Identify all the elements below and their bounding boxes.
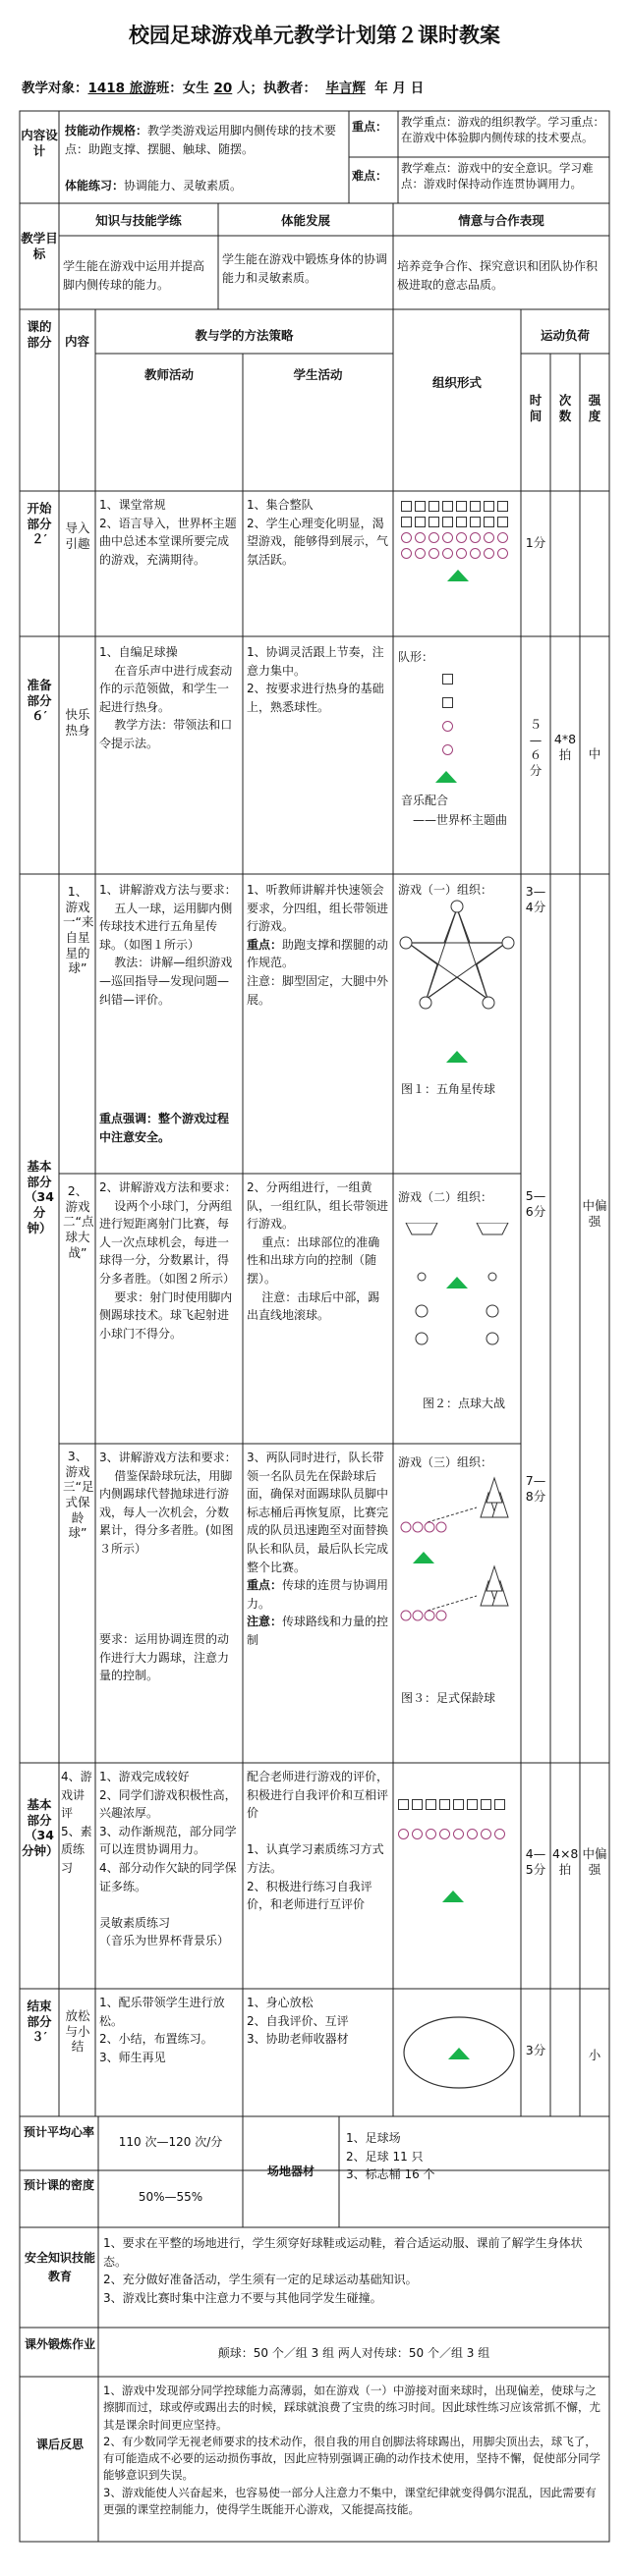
game3-student-a: 3、两队同时进行，队长带领一名队员先在保龄球后面，确保对面踢球队员脚中标志桶后再恢复原，比赛完成的队员迅速跑至对面替换队长和队员，最后队长完成整个比赛。: [247, 1451, 389, 1574]
game1-student-note: 注意：脚型固定，大腿中外展。: [247, 973, 389, 1007]
skill-text: 教学类游戏运用脚内侧传球的技术要点：助跑支撑、摆腿、触球、随摆。: [65, 124, 337, 156]
lesson-date: 年 月 日: [374, 81, 425, 96]
game3-teacher-req: 要求：运用协调连贯的动作进行大力踢球，注意力量的控制。: [99, 1632, 230, 1683]
game1-teacher: 1、讲解游戏方法与要求： 五人一球，运用脚内侧传球技术进行五角星传球。（如图１所示） 教法：讲解—组织游戏—巡回指导—发现问题—纠错—评价。: [99, 883, 237, 1007]
star-diagram: [398, 899, 516, 1016]
teacher-marker-icon: [446, 1277, 468, 1288]
header-org: 组织形式: [431, 375, 482, 390]
heart-rate-label: 预计平均心率: [24, 2125, 95, 2139]
prep-formation-label: 队形：: [398, 650, 434, 664]
game3-figure-caption: 图３：足式保龄球: [401, 1691, 496, 1705]
start-teacher: 1、课堂常规 2、语言导入，世界杯主题曲中总述本堂课所要完成的游戏，充满期待。: [99, 498, 237, 567]
start-student: 1、集合整队 2、学生心理变化明显，渴望游戏，能够得到展示，气氛活跃。: [247, 498, 389, 567]
teacher-marker-icon: [442, 1891, 464, 1902]
prep-part-label: 准备部分６′: [27, 678, 52, 724]
density-value: 50%—55%: [138, 2190, 203, 2204]
basic2-formation: [398, 1797, 518, 1842]
game2-teacher: 2、讲解游戏方法和要求： 设两个小球门，分两组进行短距离射门比赛，每人一次点球机会，每进一球得一分，分数累计，得分多者胜。（如图２所示） 要求：射门时使用脚内侧踢球技术。球飞起射进小球门不得分。: [99, 1180, 237, 1341]
game1-content: 1、游戏一“来自星星的球”: [63, 884, 94, 976]
game1-student-a: 1、听教师讲解并快速领会要求，分四组，组长带领进行游戏。: [247, 883, 389, 934]
key-label: 重点：: [352, 120, 388, 134]
difficulty-label: 难点：: [352, 169, 388, 183]
header-content: 内容: [64, 334, 89, 349]
header-method: 教与学的方法策略: [195, 328, 294, 343]
basic2-content: 4、游戏讲评 5、素质练习: [61, 1770, 92, 1875]
game3-student-b: 传球的连贯与协调用力。: [247, 1578, 389, 1611]
fitness-text: 协调能力、灵敏素质。: [124, 179, 243, 192]
game2-student: 2、分两组进行，一组黄队，一组红队，组长带领进行游戏。 重点：出球部位的准确性和出球方向的控制（随摆）。 注意：击球后中部，踢出直线地滚球。: [247, 1180, 389, 1323]
prep-formation: [442, 668, 462, 762]
game3-time: 7—8分: [525, 1473, 546, 1504]
basic2-student: 配合老师进行游戏的评价，积极进行自我评价和互相评价 1、认真学习素质练习方式方法。 2、积极进行练习自我评价，和老师进行互评价: [247, 1770, 389, 1912]
goals-fitness-text: 学生能在游戏中锻炼身体的协调能力和灵敏素质。: [222, 252, 388, 285]
safety-label: 安全知识技能教育: [24, 2251, 95, 2283]
header-load: 运动负荷: [540, 328, 590, 343]
density-label: 预计课的密度: [24, 2178, 95, 2192]
game3-student-note: 传球路线和力量的控制: [247, 1615, 389, 1647]
reflection-text: 1、游戏中发现部分同学控球能力高薄弱，如在游戏（一）中游接对面来球时，出现偏差，使球与之擦脚而过，球或停或踢出去的时候，踩球就浪费了宝贵的练习时间。因此球性练习应该常抓不懈，尤其是课余时间更应坚持。 2、有少数同学无视老师要求的技术动作，很自我的用自创脚法将球踢出，用脚尖顶出去，球飞了，有可能造成不必要的运动损伤事故，因此应特别强调正确的动作技术使用，坚持不懈，促使部分同学能够意识到失误。 3、游戏能使人兴奋起来，也容易使一部分人注意力不集中，课堂纪律就变得偶尔混乱，因此需要有更强的课堂控制能力，使得学生既能开心游戏，又能提高技能。: [103, 2384, 600, 2516]
prep-music: 音乐配合: [401, 794, 449, 807]
game3-student-key: 重点：: [247, 1578, 283, 1593]
equipment-item: 2、足球 11 只: [346, 2149, 424, 2164]
end-student: 1、身心放松 2、自我评价、互评 3、协助老师收器材: [247, 1996, 349, 2047]
skill-label: 技能动作规格：: [65, 124, 148, 137]
basic2-time: 4—5分: [525, 1846, 546, 1877]
start-part-label: 开始部分２′: [27, 501, 52, 547]
game2-content: 2、游戏二“点球大战”: [63, 1183, 94, 1260]
class-value: 1418 旅游: [87, 81, 156, 96]
end-time: 3分: [525, 2043, 546, 2057]
game1-student-b: 助跑支撑和摆腿的动作规范。: [247, 937, 389, 970]
header-time: 时间: [529, 393, 543, 423]
header-student: 学生活动: [293, 367, 343, 382]
prep-teacher: 1、自编足球操 在音乐声中进行成套动作的示范领做，和学生一起进行热身。 教学方法：带领法和口令提示法。: [99, 645, 233, 750]
teacher-marker-icon: [435, 771, 457, 783]
game1-student: [247, 881, 389, 1009]
game3-org-label: 游戏（三）组织：: [398, 1455, 493, 1469]
fitness-label: 体能练习：: [65, 179, 125, 192]
goals-affect-text: 培养竞争合作、探究意识和团队协作积极进取的意志品质。: [397, 259, 599, 292]
game1-org-label: 游戏（一）组织：: [398, 883, 493, 897]
game1-figure-caption: 图１：五角星传球: [401, 1082, 496, 1096]
safety-text: 1、要求在平整的场地进行，学生须穿好球鞋或运动鞋，着合适运动服、课前了解学生身体状态。 2、充分做好准备活动，学生须有一定的足球运动基础知识。 3、游戏比赛时集中注意力不要与其他同学发生碰撞。: [103, 2236, 583, 2305]
teacher-marker-icon: [447, 570, 469, 581]
content-design-label: 内容设计: [21, 128, 58, 158]
goals-header-affect: 情意与合作表现: [458, 213, 544, 228]
equipment-item: 1、足球场: [346, 2131, 401, 2145]
game2-figure-caption: 图２：点球大战: [423, 1397, 506, 1410]
basic-part-label: 基本部分（34分钟）: [25, 1159, 54, 1235]
fitness-spec: [65, 177, 344, 195]
end-part-label: 结束部分３′: [27, 1999, 52, 2045]
class-suffix: 班：女生: [155, 81, 209, 96]
reflection-label: 课后反思: [35, 2438, 84, 2451]
teacher-name: 毕言辉: [325, 81, 366, 96]
start-formation: [401, 499, 519, 562]
people-suffix: 人；执教者：: [236, 81, 316, 96]
teacher-marker-icon: [448, 2048, 470, 2059]
prep-time: ５—６分: [529, 717, 543, 778]
game3-student: [247, 1449, 389, 1650]
game3-teacher: 3、讲解游戏方法和要求： 借鉴保龄球玩法，用脚内侧踢球代替抛球进行游戏，每人一次机会，分数累计，得分多者胜。(如图３所示）: [99, 1451, 237, 1556]
basic2-count: 4×8拍: [552, 1846, 579, 1877]
header-teacher: 教师活动: [143, 367, 194, 382]
teacher-marker-icon: [446, 1051, 468, 1063]
end-intensity: 小: [588, 2048, 601, 2062]
header-count: 次数: [558, 393, 572, 423]
equipment-item: 3、标志桶 16 个: [346, 2167, 435, 2182]
homework-text: 颠球：50 个／组 3 组 两人对传球：50 个／组 3 组: [217, 2346, 490, 2360]
game2-org-label: 游戏（二）组织：: [398, 1190, 493, 1204]
girls-count: 20: [213, 81, 233, 96]
difficulty-text: 教学难点：游戏中的安全意识。学习难点：游戏时保持动作连贯协调用力。: [401, 161, 594, 192]
start-content: 导入引趣: [65, 521, 90, 551]
prep-intensity: 中: [588, 746, 601, 761]
game2-time: 5—6分: [525, 1188, 546, 1219]
heart-rate-value: 110 次—120 次/分: [118, 2135, 223, 2149]
goals-knowledge-text: 学生能在游戏中运用并提高脚内侧传球的能力。: [63, 259, 205, 292]
basic2-intensity: 中偏强: [582, 1846, 607, 1877]
start-time: 1分: [525, 535, 546, 550]
goals-header-knowledge: 知识与技能学练: [95, 213, 182, 228]
prep-music-name: ——世界杯主题曲: [413, 813, 508, 827]
header-part: 课的部分: [27, 319, 52, 350]
prep-count: 4*8拍: [553, 732, 577, 762]
end-teacher: 1、配乐带领学生进行放松。 2、小结，布置练习。 3、师生再见: [99, 1996, 225, 2064]
basic2-teacher: 1、游戏完成较好 2、同学们游戏积极性高，兴趣浓厚。 3、动作渐规范，部分同学可以连贯协调用力。 4、部分动作欠缺的同学保证多练。 灵敏素质练习 （音乐为世界杯背景乐）: [99, 1770, 237, 1948]
object-label: 教学对象：: [22, 81, 88, 96]
equipment-label: 场地器材: [266, 2165, 314, 2178]
header-intensity: 强度: [588, 393, 601, 423]
skill-spec: [65, 122, 344, 158]
game1-student-key: 重点：: [247, 937, 283, 952]
game1-time: 3—4分: [525, 884, 546, 914]
prep-content: 快乐热身: [65, 707, 90, 738]
game3-content: 3、游戏三“足式保龄球”: [63, 1449, 94, 1541]
goals-header-fitness: 体能发展: [280, 213, 330, 228]
homework-label: 课外锻炼作业: [24, 2337, 95, 2351]
basic2-part-label: 基本部分（34分钟）: [22, 1797, 59, 1858]
teacher-marker-icon: [413, 1552, 434, 1563]
prep-student: 1、协调灵活跟上节奏，注意力集中。 2、按要求进行热身的基础上，熟悉球性。: [247, 645, 384, 714]
goals-label: 教学目标: [21, 231, 58, 261]
equipment-list: [346, 2129, 601, 2184]
key-text: 教学重点：游戏的组织教学。学习重点：在游戏中体验脚内侧传球的技术要点。: [401, 115, 604, 145]
game3-student-note-label: 注意：: [247, 1615, 283, 1629]
end-content: 放松与小结: [65, 2008, 90, 2055]
page-title: 校园足球游戏单元教学计划第２课时教案: [129, 24, 500, 47]
penalty-diagram: [398, 1223, 516, 1380]
bowling-diagram: [398, 1473, 516, 1670]
game1-teacher-key: 重点强调：整个游戏过程中注意安全。: [99, 1112, 230, 1144]
basic-intensity: 中偏强: [582, 1198, 607, 1229]
